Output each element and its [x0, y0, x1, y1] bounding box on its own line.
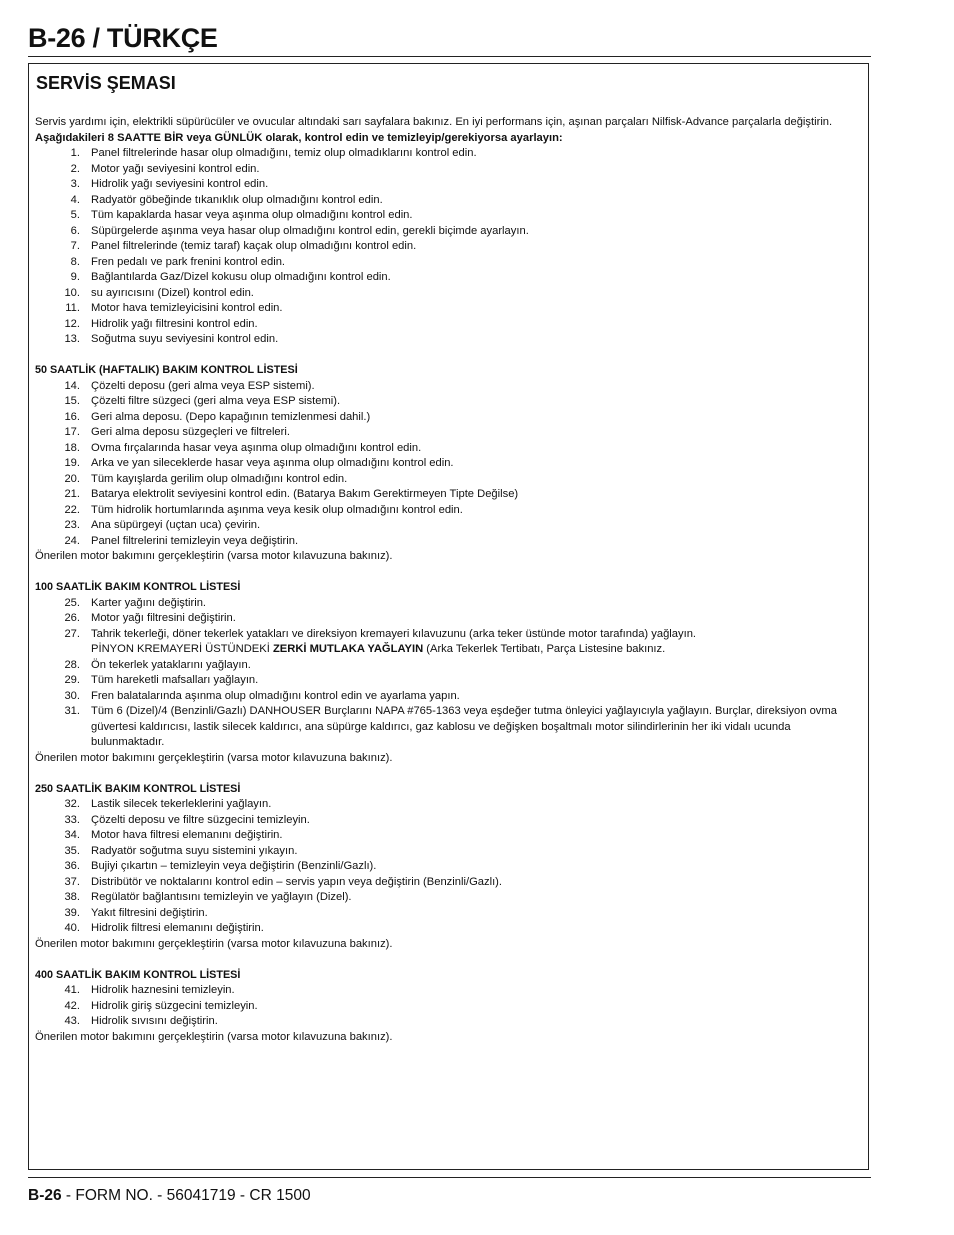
item-number: 25. [64, 596, 80, 609]
item-text: Fren pedalı ve park frenini kontrol edin. [91, 255, 286, 268]
item-27-continuation [35, 642, 863, 658]
item-number: 4. [70, 193, 80, 206]
page-title: B-26 / TÜRKÇE [28, 23, 218, 53]
heading-400-hour: 400 SAATLİK BAKIM KONTROL LİSTESİ [35, 968, 241, 981]
list-item [35, 379, 863, 395]
item-number: 35. [64, 844, 80, 857]
item-text: Panel filtrelerinde (temiz taraf) kaçak olup olmadığını kontrol edin. [91, 240, 417, 252]
list-item [35, 224, 863, 240]
item-text: Süpürgelerde aşınma veya hasar olup olmadığını kontrol edin, gerekli biçimde ayarlayın. [91, 224, 529, 237]
item-text: Karter yağını değiştirin. [91, 596, 207, 609]
footer-page-number: B-26 [28, 1187, 62, 1204]
item-number: 23. [64, 519, 80, 531]
item-text: Tüm 6 (Dizel)/4 (Benzinli/Gazlı) DANHOUSER Burçlarını NAPA #765-1363 veya eşdeğer tutma önleyici yağlayıcıyla yağlayın. Burçlar, direksiyon ovma güvertesi kaldırıcısı, lastik silecek kaldırıcı, ana süpürge kaldırıcı, gaz kablosu ve değişken boşaltmalı motor silindirlerinin her iki vidalı ucunda bulunmaktadır. [91, 705, 837, 748]
item-text: Lastik silecek tekerleklerini yağlayın. [91, 798, 272, 810]
list-item [35, 813, 863, 829]
item-text: Ön tekerlek yataklarını yağlayın. [91, 658, 251, 671]
item-text: Regülatör bağlantısını temizleyin ve yağlayın (Dizel). [91, 891, 352, 903]
header-divider [28, 56, 871, 57]
list-50-hour [35, 379, 863, 550]
list-item [35, 999, 863, 1015]
item-number: 41. [64, 984, 80, 996]
list-item [35, 503, 863, 519]
heading-250-hour: 250 SAATLİK BAKIM KONTROL LİSTESİ [35, 782, 241, 795]
motor-note: Önerilen motor bakımını gerçekleştirin (varsa motor kılavuzuna bakınız). [35, 937, 393, 950]
list-item [35, 534, 863, 550]
item-number: 20. [64, 472, 80, 485]
list-item [35, 611, 863, 627]
item-text: Panel filtrelerinde hasar olup olmadığını, temiz olup olmadıklarını kontrol edin. [91, 147, 477, 159]
item-number: 13. [64, 333, 80, 345]
service-schedule-box [28, 63, 869, 1170]
list-item [35, 208, 863, 224]
item-number: 6. [70, 224, 80, 237]
item-text: Çözelti filtre süzgeci (geri alma veya ESP sistemi). [91, 395, 341, 407]
item-number: 27. [64, 627, 80, 640]
item-number: 24. [64, 534, 80, 547]
item-text: Geri alma deposu. (Depo kapağının temizlenmesi dahil.) [91, 410, 371, 423]
intro-text: Servis yardımı için, elektrikli süpürücüler ve ovucular altındaki sarı sayfalara bakınız. En iyi performans için, aşınan parçaları Nilfisk-Advance parçalarla değiştirin. [35, 116, 833, 128]
item-text: Arka ve yan sileceklerde hasar veya aşınma olup olmadığını kontrol edin. [91, 457, 454, 469]
list-item [35, 255, 863, 271]
item-text: Motor hava filtresi elemanını değiştirin. [91, 829, 283, 841]
item-27-cont-b: ZERKİ MUTLAKA YAĞLAYIN [272, 643, 424, 655]
item-number: 40. [64, 922, 80, 934]
item-text: Hidrolik giriş süzgecini temizleyin. [91, 999, 258, 1012]
item-number: 14. [64, 379, 80, 392]
item-text: Motor yağı seviyesini kontrol edin. [91, 162, 260, 175]
list-item [35, 394, 863, 410]
list-item [35, 518, 863, 534]
list-item [35, 906, 863, 922]
list-item [35, 844, 863, 860]
item-text: Tüm kayışlarda gerilim olup olmadığını kontrol edin. [91, 472, 348, 485]
item-number: 8. [70, 255, 80, 268]
heading-100-hour: 100 SAATLİK BAKIM KONTROL LİSTESİ [35, 581, 241, 593]
list-item [35, 177, 863, 193]
item-number: 16. [64, 410, 80, 423]
item-text: Tahrik tekerleği, döner tekerlek yatakları ve direksiyon kremayeri kılavuzunu (arka teker üstünde motor tarafında) yağlayın. [91, 627, 697, 640]
list-item [35, 689, 863, 705]
item-text: Hidrolik yağı filtresini kontrol edin. [91, 317, 258, 330]
item-number: 9. [70, 271, 80, 283]
list-item [35, 627, 863, 643]
item-number: 42. [64, 999, 80, 1012]
item-number: 38. [64, 891, 80, 903]
section-title: SERVİS ŞEMASI [36, 73, 176, 93]
list-item [35, 1014, 863, 1030]
list-item [35, 704, 863, 751]
item-text: Panel filtrelerini temizleyin veya değiştirin. [91, 534, 299, 547]
item-text: Çözelti deposu (geri alma veya ESP sistemi). [91, 379, 315, 392]
item-text: Çözelti deposu ve filtre süzgecini temizleyin. [91, 813, 310, 826]
list-item [35, 410, 863, 426]
list-item [35, 983, 863, 999]
list-item [35, 797, 863, 813]
item-number: 43. [64, 1015, 80, 1027]
list-item [35, 921, 863, 937]
item-text: Motor yağı filtresini değiştirin. [91, 612, 236, 624]
item-text: Batarya elektrolit seviyesini kontrol edin. (Batarya Bakım Gerektirmeyen Tipte Değilse) [91, 488, 519, 500]
item-number: 15. [64, 395, 80, 407]
item-number: 12. [64, 317, 80, 330]
item-text: Soğutma suyu seviyesini kontrol edin. [91, 333, 279, 345]
item-number: 19. [64, 457, 80, 469]
list-item [35, 673, 863, 689]
item-number: 34. [64, 829, 80, 841]
list-item [35, 456, 863, 472]
list-item [35, 239, 863, 255]
item-number: 18. [64, 441, 80, 454]
item-text: Hidrolik sıvısını değiştirin. [91, 1015, 218, 1027]
item-number: 39. [64, 906, 80, 919]
list-item [35, 317, 863, 333]
item-text: Ana süpürgeyi (uçtan uca) çevirin. [91, 519, 261, 531]
list-item [35, 301, 863, 317]
item-number: 7. [70, 240, 80, 252]
item-number: 21. [64, 488, 80, 500]
motor-note: Önerilen motor bakımını gerçekleştirin (varsa motor kılavuzuna bakınız). [35, 550, 393, 562]
list-100-hour-a [35, 596, 863, 643]
list-item [35, 286, 863, 302]
item-number: 32. [64, 798, 80, 810]
list-item [35, 441, 863, 457]
section-body [35, 115, 863, 1045]
item-number: 22. [64, 503, 80, 516]
list-item [35, 270, 863, 286]
list-item [35, 425, 863, 441]
item-number: 26. [64, 612, 80, 624]
daily-list [35, 146, 863, 348]
item-text: su ayırıcısını (Dizel) kontrol edin. [91, 286, 254, 299]
list-item [35, 658, 863, 674]
footer-form-number: - FORM NO. - 56041719 - CR 1500 [61, 1187, 311, 1204]
list-item [35, 828, 863, 844]
item-text: Tüm hidrolik hortumlarında aşınma veya kesik olup olmadığını kontrol edin. [91, 503, 463, 516]
item-text: Tüm hareketli mafsalları yağlayın. [91, 674, 259, 686]
list-item [35, 193, 863, 209]
motor-note: Önerilen motor bakımını gerçekleştirin (varsa motor kılavuzuna bakınız). [35, 1030, 393, 1043]
item-text: Yakıt filtresini değiştirin. [91, 906, 208, 919]
list-100-hour-b [35, 658, 863, 751]
item-number: 17. [64, 426, 80, 438]
motor-note: Önerilen motor bakımını gerçekleştirin (varsa motor kılavuzuna bakınız). [35, 751, 393, 764]
item-text: Radyatör göbeğinde tıkanıklık olup olmadığını kontrol edin. [91, 193, 383, 206]
item-text: Distribütör ve noktalarını kontrol edin – servis yapın veya değiştirin (Benzinli/Gazlı). [91, 875, 503, 888]
list-item [35, 890, 863, 906]
item-text: Bujiyi çıkartın – temizleyin veya değiştirin (Benzinli/Gazlı). [91, 860, 377, 872]
item-number: 10. [64, 286, 80, 299]
list-item [35, 859, 863, 875]
item-27-cont-c: (Arka Tekerlek Tertibatı, Parça Listesine bakınız. [423, 643, 666, 655]
item-number: 5. [70, 209, 80, 221]
daily-heading: Aşağıdakileri 8 SAATTE BİR veya GÜNLÜK olarak, kontrol edin ve temizleyip/gerekiyorsa ayarlayın: [35, 131, 563, 144]
list-item [35, 472, 863, 488]
item-number: 2. [70, 162, 80, 175]
item-27-cont-a: PİNYON KREMAYERİ ÜSTÜNDEKİ [91, 643, 273, 655]
item-number: 1. [70, 147, 80, 159]
page-header [28, 22, 871, 54]
page-footer [28, 1186, 311, 1206]
item-text: Hidrolik haznesini temizleyin. [91, 984, 235, 996]
heading-50-hour: 50 SAATLİK (HAFTALIK) BAKIM KONTROL LİSTESİ [35, 364, 298, 376]
item-number: 36. [64, 860, 80, 872]
list-item [35, 162, 863, 178]
item-text: Hidrolik filtresi elemanını değiştirin. [91, 922, 264, 934]
item-number: 30. [64, 689, 80, 702]
item-text: Bağlantılarda Gaz/Dizel kokusu olup olmadığını kontrol edin. [91, 271, 391, 283]
item-number: 31. [64, 705, 80, 717]
list-item [35, 332, 863, 348]
item-number: 37. [64, 875, 80, 888]
item-number: 11. [65, 302, 80, 314]
item-text: Radyatör soğutma suyu sistemini yıkayın. [91, 844, 298, 857]
list-item [35, 596, 863, 612]
item-text: Ovma fırçalarında hasar veya aşınma olup olmadığını kontrol edin. [91, 441, 422, 454]
footer-divider [28, 1177, 871, 1178]
item-number: 33. [64, 813, 80, 826]
item-number: 29. [64, 674, 80, 686]
item-text: Tüm kapaklarda hasar veya aşınma olup olmadığını kontrol edin. [91, 209, 413, 221]
item-number: 3. [70, 178, 80, 190]
item-text: Motor hava temizleyicisini kontrol edin. [91, 302, 283, 314]
list-item [35, 875, 863, 891]
item-text: Fren balatalarında aşınma olup olmadığını kontrol edin ve ayarlama yapın. [91, 689, 460, 702]
item-number: 28. [64, 658, 80, 671]
list-400-hour [35, 983, 863, 1030]
item-text: Hidrolik yağı seviyesini kontrol edin. [91, 178, 269, 190]
list-item [35, 487, 863, 503]
list-item [35, 146, 863, 162]
item-text: Geri alma deposu süzgeçleri ve filtreleri. [91, 426, 290, 438]
list-250-hour [35, 797, 863, 937]
